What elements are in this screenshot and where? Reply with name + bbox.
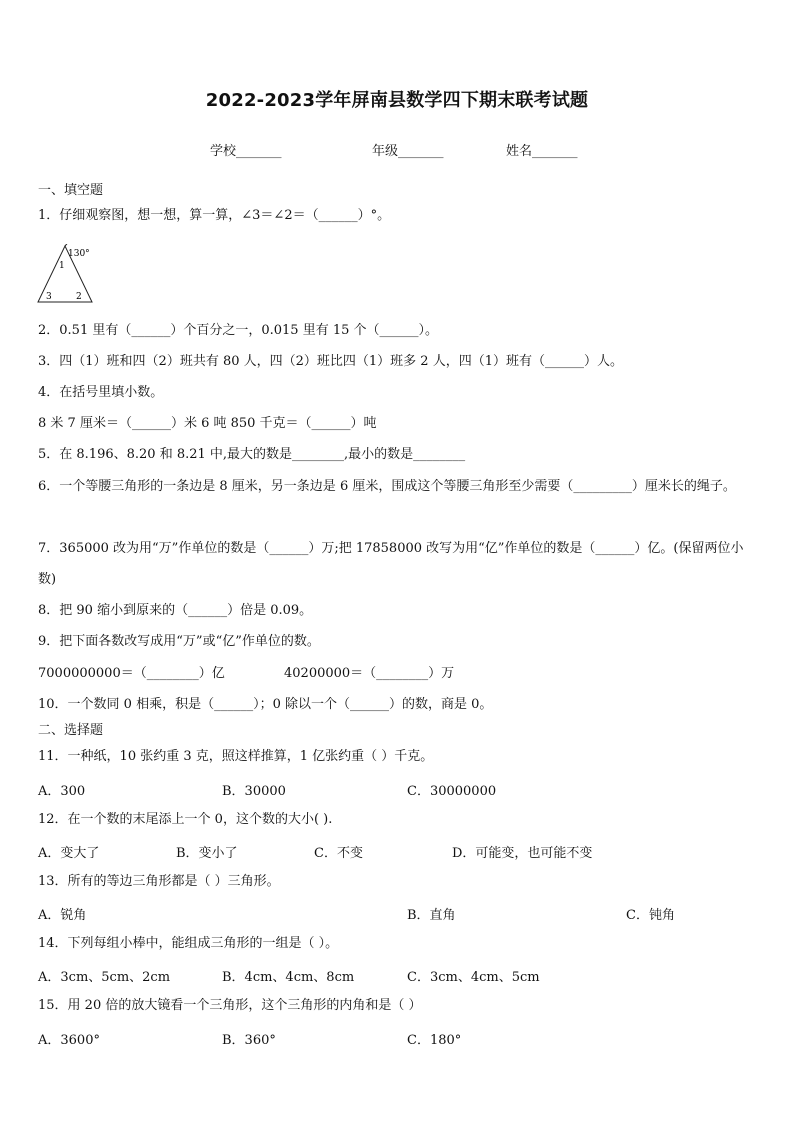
exam-title: 2022-2023学年屏南县数学四下期末联考试题 [205, 90, 589, 111]
q14-option-a: A．3cm、5cm、2cm [38, 970, 171, 985]
name-field: 姓名_______ [506, 144, 578, 159]
q11-option-b: B．30000 [222, 784, 286, 799]
q13-option-c: C．钝角 [626, 908, 675, 923]
q13-option-b: B．直角 [407, 908, 456, 923]
school-field: 学校_______ [210, 144, 282, 159]
q12-option-c: C．不变 [314, 846, 363, 861]
q12-option-d: D．可能变，也可能不变 [452, 846, 593, 861]
extended-side-line [65, 244, 72, 246]
question-10: 10．一个数同 0 相乘，积是（______）；0 除以一个（______）的数，商是 0。 [38, 697, 493, 712]
q12-option-a: A．变大了 [38, 846, 100, 861]
triangle-figure [34, 244, 96, 306]
question-12: 12．在一个数的末尾添上一个 0，这个数的大小( ). [38, 812, 333, 827]
q14-option-c: C．3cm、4cm、5cm [407, 970, 540, 985]
question-14: 14．下列每组小棒中，能组成三角形的一组是（ ）。 [38, 936, 339, 951]
question-11: 11．一种纸，10 张约重 3 克，照这样推算，1 亿张约重（ ）千克。 [38, 749, 434, 764]
question-2: 2．0.51 里有（______）个百分之一，0.015 里有 15 个（______）。 [38, 323, 439, 338]
q11-option-c: C．30000000 [407, 784, 497, 799]
question-7: 7．365000 改为用“万”作单位的数是（______）万;把 17858000 改写为用“亿”作单位的数是（______）亿。(保留两位小数) [38, 541, 744, 587]
q11-option-a: A．300 [38, 784, 86, 799]
q15-option-c: C．180° [407, 1033, 462, 1048]
q13-option-a: A．锐角 [38, 908, 87, 923]
question-15: 15．用 20 倍的放大镜看一个三角形，这个三角形的内角和是（ ） [38, 998, 422, 1013]
angle-label-130: 130° [68, 249, 90, 259]
question-3: 3．四（1）班和四（2）班共有 80 人，四（2）班比四（1）班多 2 人，四（1）班有（______）人。 [38, 354, 623, 369]
question-6: 6．一个等腰三角形的一条边是 8 厘米，另一条边是 6 厘米，围成这个等腰三角形至少需要（_________）厘米长的绳子。 [38, 479, 736, 494]
question-4: 4．在括号里填小数。 [38, 385, 164, 400]
q14-option-b: B．4cm、4cm、8cm [222, 970, 355, 985]
section-heading-fill-in: 一、填空题 [38, 183, 104, 198]
angle-label-1: 1 [59, 261, 65, 271]
angle-label-3: 3 [46, 292, 52, 302]
q15-option-a: A．3600° [38, 1033, 100, 1048]
grade-field: 年级_______ [372, 144, 444, 159]
question-9-item-b: 40200000＝（________）万 [284, 666, 455, 681]
question-4-items: 8 米 7 厘米＝（______）米 6 吨 850 千克＝（______）吨 [38, 416, 377, 431]
angle-label-2: 2 [76, 292, 82, 302]
section-heading-choice: 二、选择题 [38, 723, 104, 738]
question-13: 13．所有的等边三角形都是（ ）三角形。 [38, 874, 280, 889]
question-1: 1．仔细观察图，想一想，算一算，∠3＝∠2＝（______）°。 [38, 208, 391, 223]
question-5: 5．在 8.196、8.20 和 8.21 中,最大的数是________,最小的数是________ [38, 447, 466, 462]
q15-option-b: B．360° [222, 1033, 276, 1048]
q12-option-b: B．变小了 [176, 846, 238, 861]
question-9-item-a: 7000000000＝（________）亿 [38, 666, 225, 681]
question-8: 8．把 90 缩小到原来的（______）倍是 0.09。 [38, 603, 313, 618]
question-9: 9．把下面各数改写成用“万”或“亿”作单位的数。 [38, 634, 320, 649]
